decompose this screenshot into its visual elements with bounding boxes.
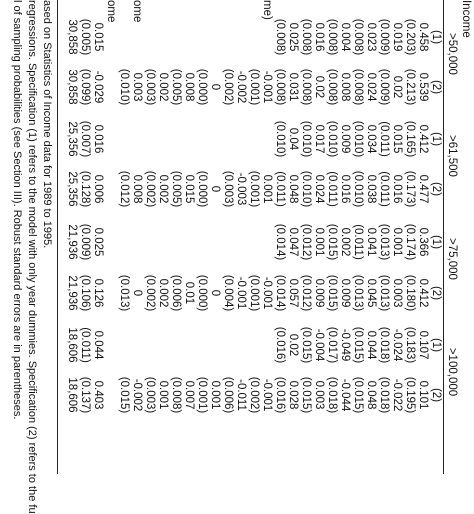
table-cell: 0.034 bbox=[365, 124, 377, 154]
table-cell: 0.002 bbox=[157, 174, 169, 204]
table-cell: -0.049 bbox=[339, 328, 351, 362]
table-note: ased on Statistics of Income data for 1989 to 1995. bbox=[41, 0, 53, 249]
table-cell: 0.028 bbox=[287, 380, 299, 410]
table-cell: (0.013) bbox=[118, 274, 130, 312]
table-cell: (0.008) bbox=[326, 68, 338, 106]
table-cell: (0.002) bbox=[222, 68, 234, 106]
table-cell: 0.006 bbox=[92, 174, 104, 204]
table-cell: (0.009) bbox=[378, 18, 390, 56]
table-cell: (0.015) bbox=[326, 274, 338, 312]
table-cell: 0.048 bbox=[287, 174, 299, 204]
table-cell: (0.018) bbox=[378, 376, 390, 414]
table-cell: -0.011 bbox=[235, 379, 247, 411]
table-cell: (0.203) bbox=[404, 18, 416, 56]
table-cell: (0.015) bbox=[300, 326, 312, 364]
table-cell: 0 bbox=[209, 185, 221, 193]
table-cell: (0.010) bbox=[352, 170, 364, 208]
table-cell: 0.007 bbox=[183, 380, 195, 410]
table-cell: 0.016 bbox=[391, 174, 403, 204]
table-cell: 0.016 bbox=[339, 174, 351, 204]
table-cell: 0.048 bbox=[365, 380, 377, 410]
table-cell: (0.010) bbox=[300, 170, 312, 208]
table-cell: (0.009) bbox=[378, 68, 390, 106]
table-cell: 0 bbox=[131, 289, 143, 297]
table-cell: 0.101 bbox=[417, 380, 429, 410]
table-cell: 0.025 bbox=[287, 22, 299, 52]
table-cell: 0.002 bbox=[157, 72, 169, 102]
table-cell: (0.011) bbox=[378, 171, 390, 207]
table-cell: (0.015) bbox=[352, 376, 364, 414]
table-cell: -0.001 bbox=[261, 70, 273, 104]
table-cell: (0.004) bbox=[222, 274, 234, 312]
table-note: regressions. Specification (1) refers to the model with only year dummies. Specification (2) refers to the fu bbox=[26, 0, 38, 514]
table-cell: 0.015 bbox=[183, 174, 195, 204]
spec-label: (1) bbox=[430, 337, 442, 353]
table-cell: (0.180) bbox=[404, 274, 416, 312]
table-cell: 0.539 bbox=[417, 72, 429, 102]
table-cell: (0.001) bbox=[248, 274, 260, 312]
table-cell: (0.012) bbox=[118, 170, 130, 208]
table-cell: 0.017 bbox=[313, 124, 325, 154]
group-header-75000: >75,000 bbox=[446, 238, 458, 280]
table-cell: 0.009 bbox=[313, 278, 325, 308]
table-cell: 0.04 bbox=[287, 127, 299, 151]
group-header-100000: >100,000 bbox=[446, 347, 458, 397]
spec-label: (2) bbox=[430, 285, 442, 301]
table-cell: (0.000) bbox=[196, 68, 208, 106]
table-cell: 0.009 bbox=[339, 124, 351, 154]
table-cell: (0.000) bbox=[196, 274, 208, 312]
table-cell: 0.023 bbox=[365, 22, 377, 52]
table-cell: (0.002) bbox=[144, 170, 156, 208]
table-cell: (0.016) bbox=[274, 376, 286, 414]
table-cell: 0.003 bbox=[313, 380, 325, 410]
table-cell: -0.003 bbox=[235, 172, 247, 206]
table-cell: (0.015) bbox=[352, 326, 364, 364]
table-cell: 0.008 bbox=[183, 72, 195, 102]
row-label-header: Income bbox=[460, 0, 472, 38]
spec-label: (1) bbox=[430, 131, 442, 147]
table-cell: (0.013) bbox=[378, 274, 390, 312]
table-cell: (0.008) bbox=[326, 18, 338, 56]
table-cell: (0.007) bbox=[79, 120, 91, 158]
table-cell: (0.173) bbox=[404, 170, 416, 208]
table-cell: 0.044 bbox=[92, 330, 104, 360]
table-cell: (0.001) bbox=[196, 376, 208, 414]
table-cell: (0.011) bbox=[274, 171, 286, 207]
table-cell: (0.008) bbox=[352, 18, 364, 56]
table-cell: (0.008) bbox=[274, 68, 286, 106]
table-cell: 18,606 bbox=[66, 377, 78, 413]
table-cell: (0.010) bbox=[274, 120, 286, 158]
table-cell: (0.018) bbox=[326, 376, 338, 414]
table-cell: 0.057 bbox=[287, 278, 299, 308]
table-cell: (0.002) bbox=[248, 376, 260, 414]
table-cell: 0.031 bbox=[287, 72, 299, 102]
table-cell: 0.458 bbox=[417, 22, 429, 52]
table-cell: -0.024 bbox=[391, 328, 403, 362]
spec-label: (2) bbox=[430, 181, 442, 197]
table-cell: (0.014) bbox=[274, 274, 286, 312]
table-cell: 0.016 bbox=[313, 22, 325, 52]
table-cell: (0.015) bbox=[326, 223, 338, 261]
table-cell: (0.009) bbox=[79, 223, 91, 261]
table-cell: 0.001 bbox=[313, 227, 325, 257]
spec-label: (1) bbox=[430, 29, 442, 45]
table-cell: 0.038 bbox=[365, 174, 377, 204]
table-cell: -0.029 bbox=[92, 70, 104, 104]
spec-label: (1) bbox=[430, 234, 442, 250]
table-cell: 0.002 bbox=[339, 227, 351, 257]
header-rule bbox=[443, 0, 444, 474]
table-cell: (0.128) bbox=[79, 170, 91, 208]
bottom-rule bbox=[57, 0, 58, 474]
table-cell: 0.024 bbox=[365, 72, 377, 102]
table-cell: (0.003) bbox=[144, 376, 156, 414]
table-cell: 0.126 bbox=[92, 278, 104, 308]
table-cell: 25,356 bbox=[66, 121, 78, 157]
table-cell: (0.008) bbox=[300, 68, 312, 106]
table-cell: 0.008 bbox=[131, 174, 143, 204]
table-cell: (0.006) bbox=[170, 274, 182, 312]
table-cell: 25,356 bbox=[66, 171, 78, 207]
table-cell: 0 bbox=[209, 289, 221, 297]
table-cell: (0.010) bbox=[300, 120, 312, 158]
table-cell: 21,936 bbox=[66, 275, 78, 311]
table-cell: 0.366 bbox=[417, 227, 429, 257]
table-cell: (0.017) bbox=[326, 326, 338, 364]
table-cell: 0.412 bbox=[417, 278, 429, 308]
table-cell: (0.008) bbox=[274, 18, 286, 56]
table-cell: 0.045 bbox=[365, 278, 377, 308]
table-cell: (0.183) bbox=[404, 326, 416, 364]
table-cell: 0 bbox=[209, 83, 221, 91]
table-cell: (0.015) bbox=[118, 376, 130, 414]
table-cell: 0.015 bbox=[391, 124, 403, 154]
table-cell: (0.012) bbox=[300, 274, 312, 312]
table-cell: (0.195) bbox=[404, 376, 416, 414]
group-header-50000: >50,000 bbox=[446, 33, 458, 75]
table-cell: (0.011) bbox=[378, 121, 390, 157]
table-cell: (0.006) bbox=[222, 376, 234, 414]
table-cell: -0.001 bbox=[261, 378, 273, 412]
table-cell: (0.010) bbox=[352, 120, 364, 158]
table-cell: 0.003 bbox=[131, 72, 143, 102]
table-cell: (0.008) bbox=[352, 68, 364, 106]
table-cell: 0.001 bbox=[261, 174, 273, 204]
table-cell: 0.01 bbox=[183, 281, 195, 305]
table-cell: (0.011) bbox=[352, 224, 364, 260]
table-cell: 0.015 bbox=[92, 22, 104, 52]
table-cell: (0.012) bbox=[300, 223, 312, 261]
table-cell: 0.016 bbox=[92, 124, 104, 154]
table-cell: 0.025 bbox=[92, 227, 104, 257]
table-cell: (0.016) bbox=[274, 326, 286, 364]
row-label: ome bbox=[105, 0, 117, 23]
table-cell: 0.019 bbox=[391, 22, 403, 52]
table-cell: (0.013) bbox=[378, 223, 390, 261]
row-label: ome bbox=[131, 0, 143, 23]
table-cell: (0.005) bbox=[170, 170, 182, 208]
table-cell: 30,858 bbox=[66, 19, 78, 55]
table-cell: 0.001 bbox=[391, 227, 403, 257]
table-cell: (0.001) bbox=[248, 68, 260, 106]
table-cell: 0.412 bbox=[417, 124, 429, 154]
table-cell: 0.009 bbox=[339, 278, 351, 308]
table-cell: 21,936 bbox=[66, 224, 78, 260]
table-cell: 0.107 bbox=[417, 330, 429, 360]
table-cell: 0.003 bbox=[391, 278, 403, 308]
table-cell: 30,858 bbox=[66, 69, 78, 105]
table-cell: (0.005) bbox=[170, 68, 182, 106]
table-cell: (0.000) bbox=[196, 170, 208, 208]
table-cell: 0.002 bbox=[157, 278, 169, 308]
table-cell: 0.477 bbox=[417, 174, 429, 204]
spec-label: (2) bbox=[430, 79, 442, 95]
table-cell: 0.041 bbox=[365, 227, 377, 257]
table-cell: (0.015) bbox=[300, 376, 312, 414]
table-cell: (0.010) bbox=[326, 120, 338, 158]
table-cell: -0.002 bbox=[235, 70, 247, 104]
table-cell: (0.010) bbox=[118, 68, 130, 106]
table-cell: (0.011) bbox=[326, 171, 338, 207]
table-cell: 0.044 bbox=[365, 330, 377, 360]
table-cell: (0.018) bbox=[378, 326, 390, 364]
table-cell: 0.403 bbox=[92, 380, 104, 410]
table-cell: (0.011) bbox=[79, 327, 91, 363]
table-cell: -0.001 bbox=[261, 276, 273, 310]
table-cell: (0.005) bbox=[79, 18, 91, 56]
table-cell: (0.014) bbox=[274, 223, 286, 261]
table-cell: (0.106) bbox=[79, 274, 91, 312]
table-cell: 0.001 bbox=[157, 380, 169, 410]
row-label: me) bbox=[261, 0, 273, 20]
table-cell: (0.001) bbox=[248, 170, 260, 208]
table-cell: 0.024 bbox=[313, 174, 325, 204]
spec-label: (2) bbox=[430, 387, 442, 403]
table-cell: (0.213) bbox=[404, 68, 416, 106]
table-cell: (0.003) bbox=[222, 170, 234, 208]
table-cell: (0.008) bbox=[170, 376, 182, 414]
table-cell: -0.004 bbox=[313, 328, 325, 362]
table-cell: 18,606 bbox=[66, 327, 78, 363]
table-cell: (0.002) bbox=[144, 274, 156, 312]
table-cell: 0.008 bbox=[339, 72, 351, 102]
table-cell: 0.02 bbox=[391, 75, 403, 99]
table-cell: (0.099) bbox=[79, 68, 91, 106]
table-cell: -0.044 bbox=[339, 378, 351, 412]
table-cell: 0.02 bbox=[313, 75, 325, 99]
table-cell: (0.013) bbox=[352, 274, 364, 312]
table-cell: (0.003) bbox=[144, 68, 156, 106]
table-cell: 0.047 bbox=[287, 227, 299, 257]
table-cell: 0.001 bbox=[209, 380, 221, 410]
table-cell: (0.008) bbox=[300, 18, 312, 56]
table-note: l of sampling probabilities (see Section III). Robust standard errors are in parentheses. bbox=[11, 0, 23, 420]
table-cell: -0.002 bbox=[131, 378, 143, 412]
table-cell: 0.004 bbox=[339, 22, 351, 52]
table-cell: (0.137) bbox=[79, 376, 91, 414]
table-cell: 0.02 bbox=[287, 333, 299, 357]
table-cell: (0.174) bbox=[404, 223, 416, 261]
table-cell: -0.001 bbox=[235, 276, 247, 310]
table-cell: (0.165) bbox=[404, 120, 416, 158]
table-cell: -0.022 bbox=[391, 378, 403, 412]
group-header-61500: >61,500 bbox=[446, 135, 458, 177]
